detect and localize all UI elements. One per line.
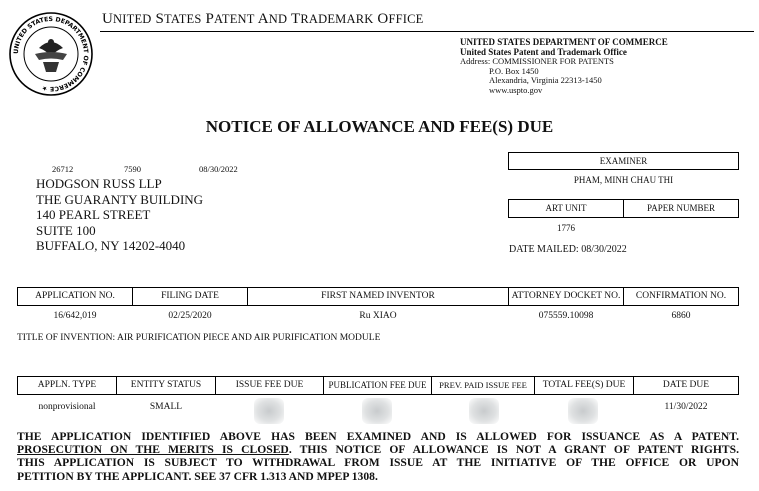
- merits-closed-text: PROSECUTION ON THE MERITS IS CLOSED: [17, 443, 289, 457]
- fee-header-cell: [323, 376, 432, 395]
- dept-line2: United States Patent and Trademark Office: [460, 47, 627, 57]
- fee-header-cell: [431, 376, 535, 395]
- code-7590: 7590: [124, 164, 141, 174]
- address-block: [460, 57, 614, 95]
- confirmation-header: CONFIRMATION NO.: [635, 291, 727, 301]
- header-rule: [100, 31, 754, 32]
- department-block: [460, 37, 668, 57]
- docket-header: ATTORNEY DOCKET NO.: [511, 291, 621, 301]
- date-due-value: 11/30/2022: [664, 402, 708, 412]
- appln-type-header: APPLN. TYPE: [37, 380, 97, 390]
- attorney-docket-number: 075559.10098: [538, 311, 594, 321]
- prev-paid-fee-redacted: [469, 398, 499, 424]
- art-unit-label: ART UNIT: [545, 203, 587, 213]
- issue-fee-redacted: [254, 398, 284, 424]
- date-mailed: DATE MAILED: 08/30/2022: [509, 244, 627, 255]
- address-line2: P.O. Box 1450: [489, 65, 539, 76]
- correspondent-address: [36, 176, 203, 254]
- confirmation-number: 6860: [671, 311, 691, 321]
- title-of-invention: TITLE OF INVENTION: AIR PURIFICATION PIECE AND AIR PURIFICATION MODULE: [17, 333, 381, 343]
- examiner-header-cell: [508, 152, 739, 170]
- total-fee-redacted: [568, 398, 598, 424]
- total-fee-header: TOTAL FEE(S) DUE: [542, 380, 626, 390]
- app-header-cell: [508, 287, 624, 306]
- dept-line1: UNITED STATES DEPARTMENT OF COMMERCE: [460, 37, 668, 47]
- filing-date-header: FILING DATE: [161, 291, 219, 301]
- paper-number-header-cell: [623, 199, 739, 218]
- app-header-cell: [132, 287, 248, 306]
- fee-header-cell: [17, 376, 117, 395]
- issue-fee-header: ISSUE FEE DUE: [235, 380, 304, 390]
- notice-title: NOTICE OF ALLOWANCE AND FEE(S) DUE: [205, 117, 554, 136]
- entity-status-header: ENTITY STATUS: [130, 380, 202, 390]
- appln-type-value: nonprovisional: [38, 402, 96, 412]
- statement-line2: [17, 443, 739, 456]
- fee-header-cell: [215, 376, 324, 395]
- statement-line4: PETITION BY THE APPLICANT. SEE 37 CFR 1.313 AND MPEP 1308.: [17, 469, 378, 483]
- application-number: 16/642,019: [53, 311, 97, 321]
- app-no-header: APPLICATION NO.: [35, 291, 115, 301]
- fee-header-cell: [116, 376, 216, 395]
- correspondent-line1: HODGSON RUSS LLP: [36, 176, 162, 191]
- inventor-header: FIRST NAMED INVENTOR: [321, 291, 435, 301]
- allowance-statement: [17, 430, 739, 483]
- app-header-cell: [17, 287, 133, 306]
- date-due-header: DATE DUE: [662, 380, 710, 390]
- app-header-cell: [247, 287, 509, 306]
- svg-text:UNITED STATES DEPARTMENT OF CO: UNITED STATES DEPARTMENT OF COMMERCE ★: [12, 15, 90, 93]
- address-line4: www.uspto.gov: [489, 84, 543, 95]
- filing-date: 02/25/2020: [168, 311, 212, 321]
- prev-paid-header: PREV. PAID ISSUE FEE: [439, 380, 527, 390]
- art-unit-header-cell: [508, 199, 624, 218]
- statement-line3: THIS APPLICATION IS SUBJECT TO WITHDRAWAL FROM ISSUE AT THE INITIATIVE OF THE OFFICE OR UPON: [17, 456, 739, 470]
- app-header-cell: [623, 287, 739, 306]
- code-date: 08/30/2022: [199, 164, 238, 174]
- correspondent-line5: BUFFALO, NY 14202-4040: [36, 238, 186, 254]
- statement-line2-rest: . THIS NOTICE OF ALLOWANCE IS NOT A GRANT OF PATENT RIGHTS.: [288, 443, 739, 457]
- address-line1: COMMISSIONER FOR PATENTS: [492, 56, 614, 66]
- first-named-inventor: Ru XIAO: [359, 311, 397, 321]
- customer-number: 26712: [52, 164, 74, 174]
- paper-number-label: PAPER NUMBER: [647, 203, 715, 213]
- publication-fee-redacted: [362, 398, 392, 424]
- correspondent-line3: 140 PEARL STREET: [36, 207, 151, 223]
- office-name: UNITED STATES PATENT AND TRADEMARK OFFICE: [102, 11, 424, 27]
- correspondent-line2: THE GUARANTY BUILDING: [36, 191, 204, 207]
- uspto-seal-logo: [9, 12, 93, 96]
- fee-header-cell: [633, 376, 739, 395]
- statement-line1: THE APPLICATION IDENTIFIED ABOVE HAS BEEN EXAMINED AND IS ALLOWED FOR ISSUANCE AS A PATENT.: [17, 430, 739, 443]
- examiner-name: PHAM, MINH CHAU THI: [573, 175, 674, 185]
- entity-status-value: SMALL: [149, 402, 183, 412]
- address-label: Address:: [460, 56, 491, 66]
- publication-fee-header: PUBLICATION FEE DUE: [328, 380, 427, 390]
- examiner-label: EXAMINER: [599, 156, 648, 166]
- art-unit-value: 1776: [557, 223, 575, 233]
- fee-header-cell: [534, 376, 634, 395]
- correspondent-line4: SUITE 100: [36, 222, 96, 238]
- address-line3: Alexandria, Virginia 22313-1450: [489, 75, 602, 85]
